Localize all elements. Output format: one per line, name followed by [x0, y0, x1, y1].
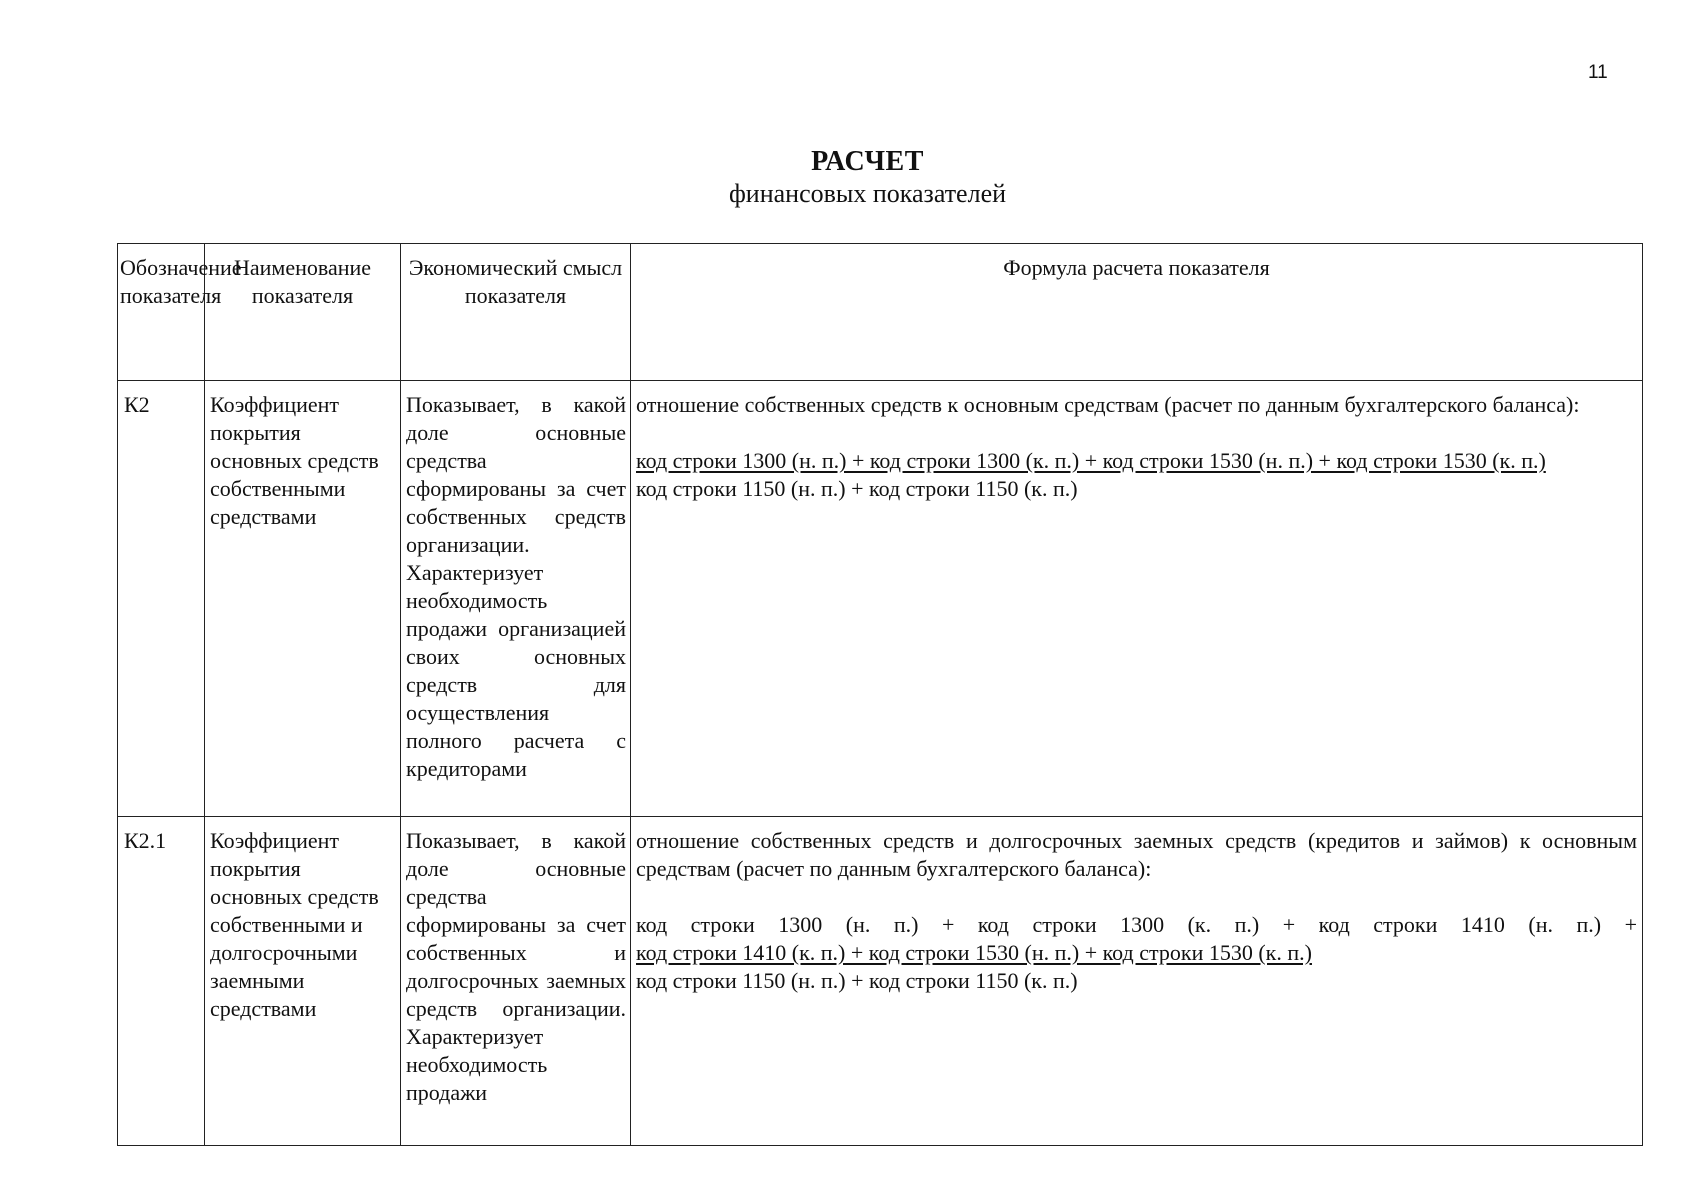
- formula-denominator: код строки 1150 (н. п.) + код строки 1150 (к. п.): [636, 476, 1078, 501]
- page-number: 11: [1588, 62, 1608, 83]
- formula-numerator: код строки 1300 (н. п.) + код строки 1300 (к. п.) + код строки 1530 (н. п.) + код строки 1530 (к. п.): [636, 448, 1546, 473]
- table-row: [118, 817, 1643, 1146]
- indicator-meaning: Показывает, в какой доле основные средства сформированы за счет собственных и долгосрочных заемных средств организации. Характеризует необходимость продажи: [401, 817, 631, 1146]
- document-subtitle: финансовых показателей: [728, 179, 1007, 209]
- indicator-meaning: Показывает, в какой доле основные средства сформированы за счет собственных средств организации. Характеризует необходимость продажи организацией своих основных средств для осуществления полного расчета с кредиторами: [401, 381, 631, 817]
- indicator-formula: [631, 817, 1643, 1146]
- formula-description: отношение собственных средств и долгосрочных заемных средств (кредитов и займов) к основным средствам (расчет по данным бухгалтерского баланса):: [636, 828, 1637, 881]
- table-row: [118, 381, 1643, 817]
- indicator-name: Коэффициент покрытия основных средств собственными средствами: [205, 381, 401, 817]
- formula-spacer: [636, 883, 1637, 911]
- indicator-name: Коэффициент покрытия основных средств собственными и долгосрочными заемными средствами: [205, 817, 401, 1146]
- formula-spacer: [636, 419, 1637, 447]
- column-header-meaning: Экономический смысл показателя: [401, 244, 631, 381]
- indicator-code: К2.1: [118, 817, 205, 1146]
- formula-description: отношение собственных средств к основным средствам (расчет по данным бухгалтерского баланса):: [636, 392, 1580, 417]
- indicators-table-container: [117, 243, 1642, 1146]
- formula-fraction: [636, 911, 1637, 995]
- formula-fraction: [636, 447, 1637, 503]
- formula-numerator-line-2: код строки 1410 (к. п.) + код строки 1530 (н. п.) + код строки 1530 (к. п.): [636, 940, 1312, 965]
- formula-denominator: код строки 1150 (н. п.) + код строки 1150 (к. п.): [636, 968, 1078, 993]
- document-title: РАСЧЕТ: [811, 146, 924, 177]
- indicator-formula: [631, 381, 1643, 817]
- financial-indicators-table: [117, 243, 1643, 1146]
- formula-numerator-line-1: код строки 1300 (н. п.) + код строки 1300 (к. п.) + код строки 1410 (н. п.) +: [636, 912, 1637, 937]
- column-header-formula: Формула расчета показателя: [631, 244, 1643, 381]
- table-header-row: [118, 244, 1643, 381]
- indicator-code: К2: [118, 381, 205, 817]
- column-header-code: Обозначение показателя: [118, 244, 205, 381]
- document-heading: [0, 146, 1693, 211]
- column-header-name: Наименование показателя: [205, 244, 401, 381]
